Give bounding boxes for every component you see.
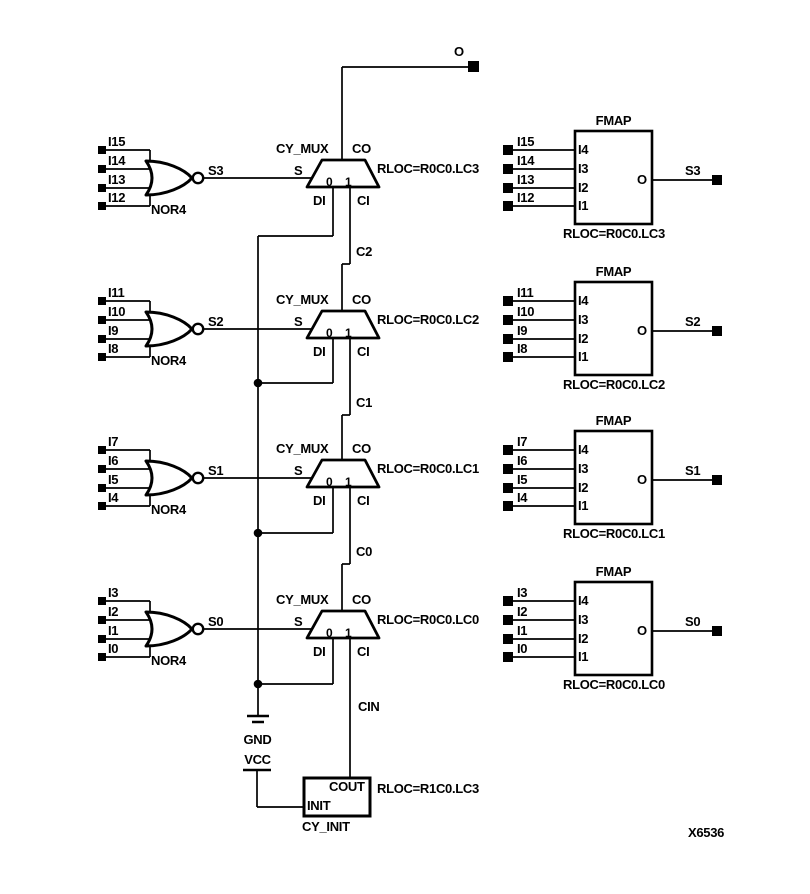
input-terminal <box>98 353 106 361</box>
pin-label: CI <box>357 493 370 508</box>
inverter-bubble <box>193 624 203 634</box>
net-label-carry: C0 <box>356 544 373 559</box>
symbol-label: CY_MUX <box>276 141 329 156</box>
pin-label: S <box>294 614 303 629</box>
symbol-label: CY_MUX <box>276 592 329 607</box>
input-terminal <box>98 484 106 492</box>
symbol-label: FMAP <box>595 413 632 428</box>
net-label: I10 <box>517 304 535 319</box>
net-label: I9 <box>108 323 119 338</box>
pin-label: CO <box>352 592 371 607</box>
symbol-label: FMAP <box>595 564 632 579</box>
net-label: I13 <box>108 172 126 187</box>
input-terminal <box>503 634 513 644</box>
nor4-gate <box>146 612 192 646</box>
input-terminal <box>503 315 513 325</box>
pin-label: I1 <box>578 649 589 664</box>
rloc-attribute: RLOC=R0C0.LC2 <box>563 377 665 392</box>
input-terminal <box>503 483 513 493</box>
pin-label: CO <box>352 141 371 156</box>
net-label: I12 <box>517 190 535 205</box>
net-label: I0 <box>517 641 528 656</box>
input-terminal <box>503 201 513 211</box>
pin-label: DI <box>313 344 326 359</box>
input-terminal <box>503 145 513 155</box>
net-label: I12 <box>108 190 126 205</box>
pin-label: INIT <box>307 798 331 813</box>
cy-mux-symbol <box>307 611 379 638</box>
pin-label: CO <box>352 441 371 456</box>
net-label: I3 <box>517 585 528 600</box>
input-terminal <box>503 334 513 344</box>
vcc-label: VCC <box>244 752 271 767</box>
pin-label: O <box>637 623 647 638</box>
mux-select-0: 0 <box>326 626 333 640</box>
net-label: I4 <box>517 490 528 505</box>
pin-label: CI <box>357 344 370 359</box>
mux-select-0: 0 <box>326 475 333 489</box>
inverter-bubble <box>193 173 203 183</box>
pin-label: I3 <box>578 161 589 176</box>
net-label: I15 <box>517 134 535 149</box>
input-terminal <box>98 184 106 192</box>
net-label: I2 <box>108 604 119 619</box>
inverter-bubble <box>193 473 203 483</box>
pin-label: DI <box>313 644 326 659</box>
net-label: I14 <box>108 153 126 168</box>
net-label: I11 <box>517 285 534 300</box>
output-terminal <box>468 61 479 72</box>
pin-label: I1 <box>578 498 589 513</box>
symbol-label: FMAP <box>595 264 632 279</box>
symbol-label: CY_MUX <box>276 292 329 307</box>
mux-select-0: 0 <box>326 175 333 189</box>
pin-label: CI <box>357 644 370 659</box>
net-label-carry: C1 <box>356 395 373 410</box>
input-terminal <box>503 183 513 193</box>
output-terminal <box>712 175 722 185</box>
rloc-attribute: RLOC=R1C0.LC3 <box>377 781 479 796</box>
gate-label: NOR4 <box>151 202 186 217</box>
net-label: I0 <box>108 641 119 656</box>
gate-label: NOR4 <box>151 502 186 517</box>
net-label-carry: C2 <box>356 244 373 259</box>
symbol-label: CY_INIT <box>302 819 350 834</box>
junction-dot <box>254 680 263 689</box>
net-label: I9 <box>517 323 528 338</box>
input-terminal <box>503 501 513 511</box>
nor4-gate <box>146 161 192 195</box>
net-label: I2 <box>517 604 528 619</box>
net-label: S1 <box>208 463 224 478</box>
mux-select-1: 1 <box>345 175 352 189</box>
mux-select-1: 1 <box>345 475 352 489</box>
net-label: S2 <box>208 314 224 329</box>
rloc-attribute: RLOC=R0C0.LC1 <box>377 461 479 476</box>
mux-select-1: 1 <box>345 626 352 640</box>
pin-label: S <box>294 314 303 329</box>
pin-label: O <box>637 323 647 338</box>
pin-label: CO <box>352 292 371 307</box>
net-label-o: O <box>454 44 464 59</box>
rloc-attribute: RLOC=R0C0.LC3 <box>377 161 479 176</box>
input-terminal <box>503 445 513 455</box>
rloc-attribute: RLOC=R0C0.LC2 <box>377 312 479 327</box>
input-terminal <box>98 446 106 454</box>
pin-label: I3 <box>578 312 589 327</box>
junction-dot <box>254 529 263 538</box>
input-terminal <box>503 615 513 625</box>
cy-mux-symbol <box>307 160 379 187</box>
input-terminal <box>98 465 106 473</box>
pin-label: I1 <box>578 349 589 364</box>
input-terminal <box>98 335 106 343</box>
nor4-gate <box>146 312 192 346</box>
net-label: I7 <box>517 434 528 449</box>
net-label: I8 <box>517 341 528 356</box>
input-terminal <box>98 616 106 624</box>
net-label: I5 <box>517 472 528 487</box>
input-terminal <box>98 597 106 605</box>
pin-label: I2 <box>578 180 589 195</box>
symbol-label: CY_MUX <box>276 441 329 456</box>
rloc-attribute: RLOC=R0C0.LC0 <box>563 677 665 692</box>
pin-label: DI <box>313 193 326 208</box>
net-label: I13 <box>517 172 535 187</box>
pin-label: I3 <box>578 612 589 627</box>
pin-label: O <box>637 472 647 487</box>
net-label: S3 <box>685 163 701 178</box>
net-label: I3 <box>108 585 119 600</box>
output-terminal <box>712 475 722 485</box>
net-label: S0 <box>208 614 224 629</box>
rloc-attribute: RLOC=R0C0.LC3 <box>563 226 665 241</box>
inverter-bubble <box>193 324 203 334</box>
net-label: I1 <box>108 623 119 638</box>
pin-label: COUT <box>329 779 365 794</box>
input-terminal <box>98 202 106 210</box>
figure-id: X6536 <box>688 825 725 840</box>
net-label: S2 <box>685 314 701 329</box>
pin-label: I2 <box>578 331 589 346</box>
input-terminal <box>98 165 106 173</box>
output-terminal <box>712 326 722 336</box>
net-label: I10 <box>108 304 126 319</box>
input-terminal <box>503 296 513 306</box>
net-label: I14 <box>517 153 535 168</box>
pin-label: S <box>294 463 303 478</box>
input-terminal <box>98 653 106 661</box>
net-label: I11 <box>108 285 125 300</box>
input-terminal <box>98 297 106 305</box>
net-label: S0 <box>685 614 701 629</box>
input-terminal <box>503 652 513 662</box>
nor4-gate <box>146 461 192 495</box>
pin-label: O <box>637 172 647 187</box>
rloc-attribute: RLOC=R0C0.LC1 <box>563 526 665 541</box>
net-label: I1 <box>517 623 528 638</box>
cy-mux-symbol <box>307 311 379 338</box>
pin-label: I4 <box>578 593 589 608</box>
pin-label: I4 <box>578 142 589 157</box>
pin-label: I4 <box>578 442 589 457</box>
gate-label: NOR4 <box>151 353 186 368</box>
pin-label: I4 <box>578 293 589 308</box>
mux-select-1: 1 <box>345 326 352 340</box>
cy-mux-symbol <box>307 460 379 487</box>
pin-label: I3 <box>578 461 589 476</box>
net-label: I5 <box>108 472 119 487</box>
input-terminal <box>98 502 106 510</box>
input-terminal <box>503 352 513 362</box>
net-label: I15 <box>108 134 126 149</box>
pin-label: S <box>294 163 303 178</box>
gnd-label: GND <box>243 732 272 747</box>
net-label-carry: CIN <box>358 699 380 714</box>
input-terminal <box>98 316 106 324</box>
net-label: I7 <box>108 434 119 449</box>
pin-label: I2 <box>578 631 589 646</box>
input-terminal <box>503 596 513 606</box>
pin-label: CI <box>357 193 370 208</box>
junction-dot <box>254 379 263 388</box>
input-terminal <box>503 464 513 474</box>
input-terminal <box>98 146 106 154</box>
output-terminal <box>712 626 722 636</box>
pin-label: I2 <box>578 480 589 495</box>
net-label: S3 <box>208 163 224 178</box>
net-label: I6 <box>108 453 119 468</box>
net-label: I6 <box>517 453 528 468</box>
pin-label: DI <box>313 493 326 508</box>
input-terminal <box>503 164 513 174</box>
rloc-attribute: RLOC=R0C0.LC0 <box>377 612 479 627</box>
net-label: I8 <box>108 341 119 356</box>
gate-label: NOR4 <box>151 653 186 668</box>
net-label: S1 <box>685 463 701 478</box>
pin-label: I1 <box>578 198 589 213</box>
symbol-label: FMAP <box>595 113 632 128</box>
mux-select-0: 0 <box>326 326 333 340</box>
input-terminal <box>98 635 106 643</box>
net-label: I4 <box>108 490 119 505</box>
